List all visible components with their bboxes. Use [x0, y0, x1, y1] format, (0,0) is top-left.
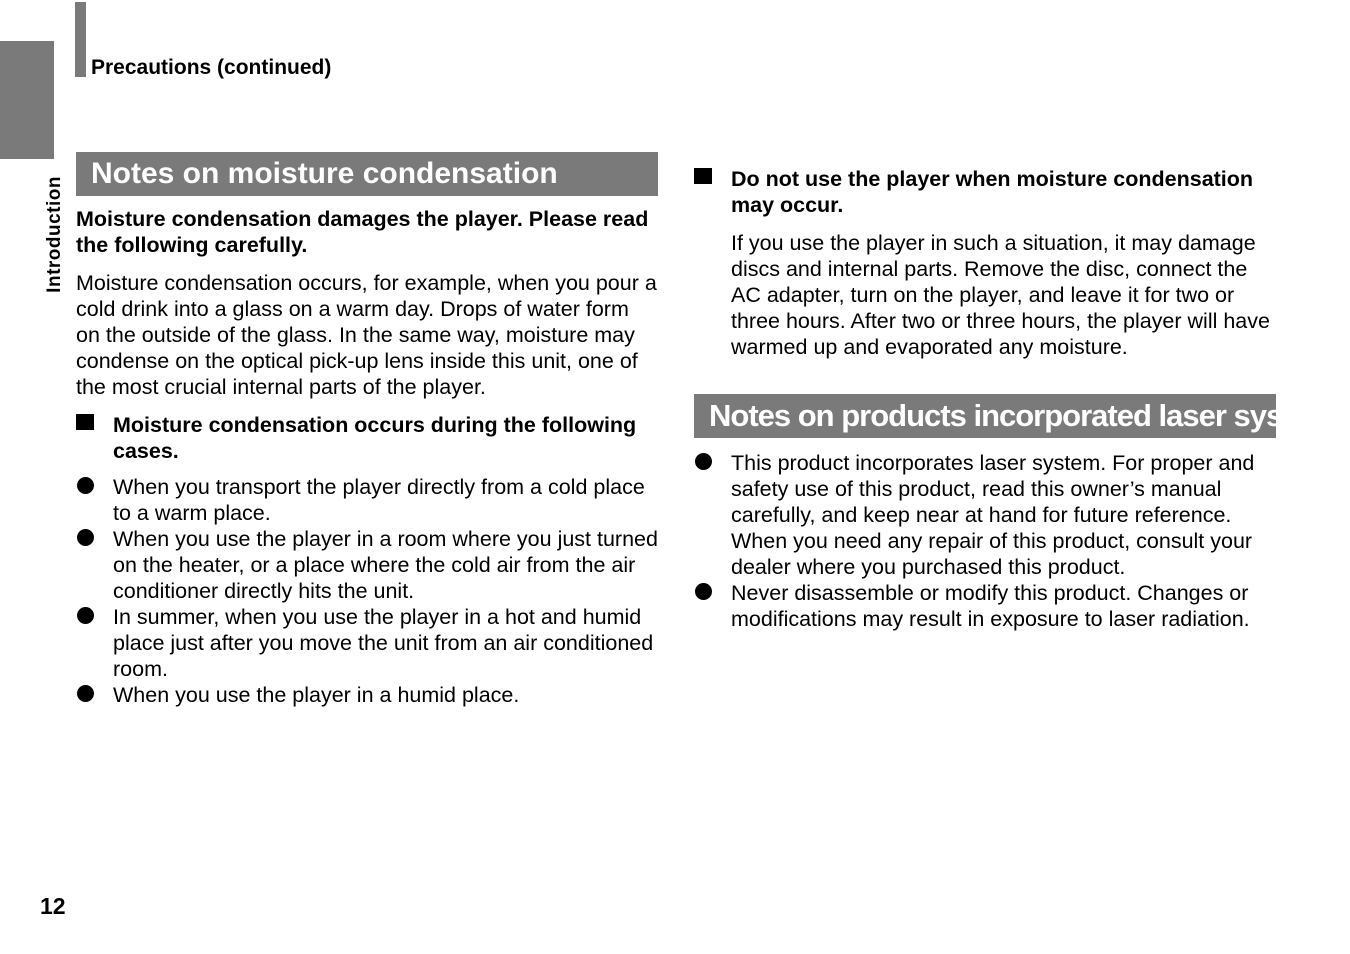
list-item — [694, 580, 1276, 632]
do-not-use-subheading — [694, 166, 1276, 360]
list-item — [76, 604, 658, 682]
list-item-text: When you transport the player directly from a cold place to a warm place. — [113, 475, 645, 525]
round-bullet-icon — [77, 607, 94, 624]
left-column — [76, 152, 658, 708]
round-bullet-icon — [77, 529, 94, 546]
list-item-text: In summer, when you use the player in a hot and humid place just after you move the unit from an air conditioned room. — [113, 605, 654, 681]
moisture-section-heading: Notes on moisture condensation — [76, 152, 658, 196]
side-tab-marker — [0, 41, 54, 159]
side-tab-label: Introduction — [44, 176, 65, 293]
moisture-paragraph: Moisture condensation occurs, for example, when you pour a cold drink into a glass on a warm day. Drops of water form on the outside of the glass. In the same way, moisture may condense on the optical pick-up lens inside this unit, one of the most crucial internal parts of the player. — [76, 271, 657, 399]
laser-section-heading: Notes on products incorporated laser system — [694, 394, 1276, 438]
round-bullet-icon — [77, 685, 94, 702]
do-not-use-subheading-text: Do not use the player when moisture condensation may occur. — [731, 167, 1254, 217]
list-item — [76, 474, 658, 526]
list-item — [694, 450, 1276, 580]
cases-subheading-text: Moisture condensation occurs during the following cases. — [113, 413, 637, 463]
list-item — [76, 526, 658, 604]
list-item-text: This product incorporates laser system. For proper and safety use of this product, read this owner’s manual carefully, and keep near at hand for future reference. — [731, 451, 1255, 527]
square-bullet-icon — [76, 414, 94, 430]
cases-subheading — [76, 412, 658, 464]
list-item-text: When you use the player in a humid place. — [113, 683, 520, 707]
laser-list — [694, 450, 1276, 632]
list-item — [76, 682, 658, 708]
round-bullet-icon — [77, 477, 94, 494]
header-accent-bar — [75, 2, 86, 77]
do-not-use-paragraph: If you use the player in such a situation, it may damage discs and internal parts. Remove the disc, connect the AC adapter, turn on the player, and leave it for two or three hours. After two or three hours, the player will have warmed up and evaporated any moisture. — [731, 231, 1270, 359]
list-item-text: When you use the player in a room where you just turned on the heater, or a place where the cold air from the air conditioner directly hits the unit. — [113, 527, 658, 603]
round-bullet-icon — [695, 453, 712, 470]
page-header-title: Precautions (continued) — [91, 56, 332, 79]
round-bullet-icon — [695, 583, 712, 600]
moisture-lead-text: Moisture condensation damages the player. Please read the following carefully. — [76, 207, 649, 257]
list-item-text: Never disassemble or modify this product. Changes or modifications may result in exposure to laser radiation. — [731, 581, 1250, 631]
right-column — [694, 166, 1335, 632]
square-bullet-icon — [694, 168, 712, 184]
cases-list — [76, 474, 658, 708]
list-item-extra-text: When you need any repair of this product, consult your dealer where you purchased this product. — [731, 529, 1253, 579]
page-number: 12 — [40, 893, 66, 919]
